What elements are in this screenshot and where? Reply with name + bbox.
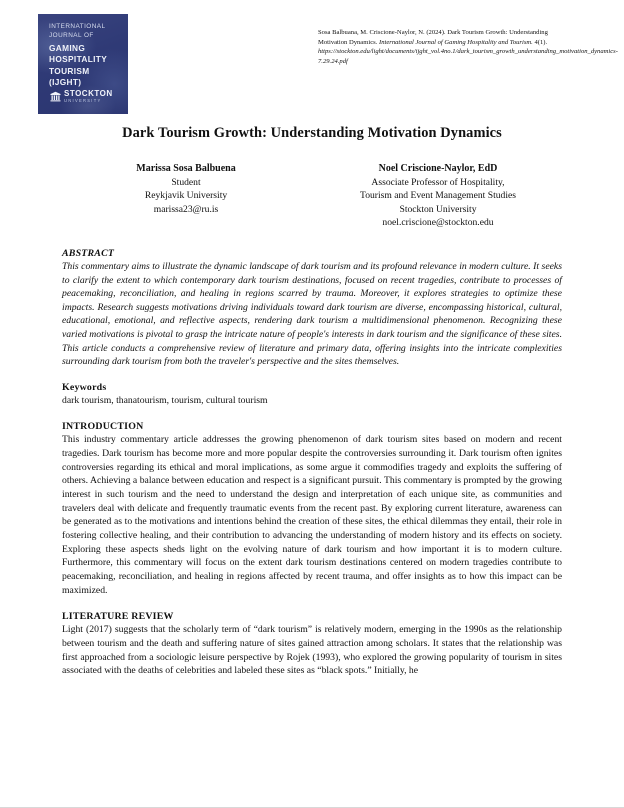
introduction-heading: INTRODUCTION [62, 421, 144, 433]
abstract-section [62, 248, 562, 369]
logo-line-journal-of: JOURNAL OF [49, 31, 94, 39]
author-second [314, 162, 562, 230]
introduction-section [62, 421, 562, 597]
stockton-university-text [64, 90, 113, 105]
abstract-heading: ABSTRACT [62, 247, 115, 259]
author-name: Noel Criscione-Naylor, EdD [378, 163, 498, 174]
author-first [62, 162, 310, 230]
stockton-wordmark: STOCKTON [64, 88, 113, 98]
author-email[interactable]: noel.criscione@stockton.edu [382, 217, 494, 229]
logo-line-acronym: (IJGHT) [49, 76, 82, 87]
logo-line-gaming: GAMING [49, 43, 86, 54]
introduction-text: This industry commentary article addresses the growing phenomenon of dark tourism sites based on modern and recent tragedies. Dark tourism has become more and more popular despite the controversies surrounding it. Dark tourism often ignites controversies regarding its ethical and moral implications, as some argue it commodifies tragedy and exploits the suffering of others. Achieving a balance between education and respect is a significant pursuit. This commentary is prompted by the growing interest in such tourism and the need to understand the design and interpretation of each unique site, as communities and travelers deal with delicate and frequently traumatic events from the recent past. By exploring current literature, awareness can be generated as to the motivations and intentions behind the creation of these sites, the ethical dilemmas they entail, their role in fostering collective healing, and their contribution to advancing the understanding of modern history and its effects on society. Exploring these aspects sheds light on the evolving nature of dark tourism and how important it is to modern culture. Furthermore, this commentary will focus on the extent dark tourism destinations centered on modern tragedies contribute to peacemaking, reconciliation, and healing in regions affected by recent trauma, and offer insights as to how this impact can be maximized. [62, 434, 562, 596]
journal-logo-text [49, 23, 123, 110]
citation-authors-title: Sosa Balbuana, M. Criscione-Naylor, N. (2024). Dark Tourism Growth: Understanding Motivation Dynamics. [318, 29, 548, 46]
article-body [62, 124, 562, 678]
masthead [38, 14, 618, 118]
journal-logo [38, 14, 128, 114]
citation-volume-issue: 4(1). [532, 38, 548, 46]
citation-journal-name: International Journal of Gaming Hospitality and Tourism. [379, 38, 533, 46]
keywords-section [62, 382, 562, 408]
author-affiliation-line: Reykjavik University [144, 190, 228, 202]
author-name: Marissa Sosa Balbuena [136, 163, 236, 174]
literature-review-heading: LITERATURE REVIEW [62, 611, 174, 623]
stockton-university-lockup [50, 90, 113, 105]
author-affiliation-line: Tourism and Event Management Studies [360, 190, 516, 202]
keywords-text: dark tourism, thanatourism, tourism, cultural tourism [62, 394, 268, 406]
citation-block [318, 28, 618, 66]
columns-building-icon [50, 91, 61, 102]
author-block [62, 162, 562, 230]
logo-line-hospitality: HOSPITALITY [49, 54, 108, 65]
literature-review-section [62, 611, 562, 678]
keywords-heading: Keywords [62, 381, 107, 393]
university-subtext: UNIVERSITY [64, 98, 102, 103]
author-affiliation-line: Associate Professor of Hospitality, [371, 176, 505, 188]
author-affiliation-line: Stockton University [399, 203, 477, 215]
logo-line-tourism: TOURISM [49, 65, 90, 76]
literature-review-text: Light (2017) suggests that the scholarly term of “dark tourism” is relatively modern, emerging in the 1990s as the relationship between tourism and the death and suffering nature of sites gained attraction among scholars. It states that the relationship was first approached from a sociologic leisure perspective by Rojek (1993), who explored the growing popularity of tourism in sites associated with the deaths of celebrities and labeled these sites as “black spots.” Initially, he [62, 624, 562, 677]
author-email[interactable]: marissa23@ru.is [153, 203, 219, 215]
author-affiliation-line: Student [171, 176, 201, 188]
logo-line-international: INTERNATIONAL [49, 23, 106, 30]
page-title: Dark Tourism Growth: Understanding Motivation Dynamics [122, 125, 502, 141]
abstract-text: This commentary aims to illustrate the dynamic landscape of dark tourism and its profound relevance in modern culture. It seeks to clarify the extent to which contemporary dark tourism destinations, focused on recent tragedies, contribute to processes of peacemaking, reconciliation, and healing in regions scarred by trauma. Moreover, it explores strategies to optimize these impacts. Research suggests motivations driving individuals toward dark tourism are diverse, encompassing historical, cultural, educational, emotional, and reflective aspects, rendering dark tourism a multidimensional phenomenon. Recognizing these varied motivations is pivotal to grasp the intricate nature of people's interests in dark tourism and the significance of these sites. This article conducts a comprehensive review of literature and primary data, offering insights into the intricate complexities surrounding dark tourism from both the traveler's perspective and the sites themselves. [62, 260, 562, 368]
citation-url[interactable]: https://stockton.edu/light/documents/ijght_vol.4no.1/dark_tourism_growth_understanding_motivation_dynamics-7.29.24.pdf [318, 48, 618, 65]
